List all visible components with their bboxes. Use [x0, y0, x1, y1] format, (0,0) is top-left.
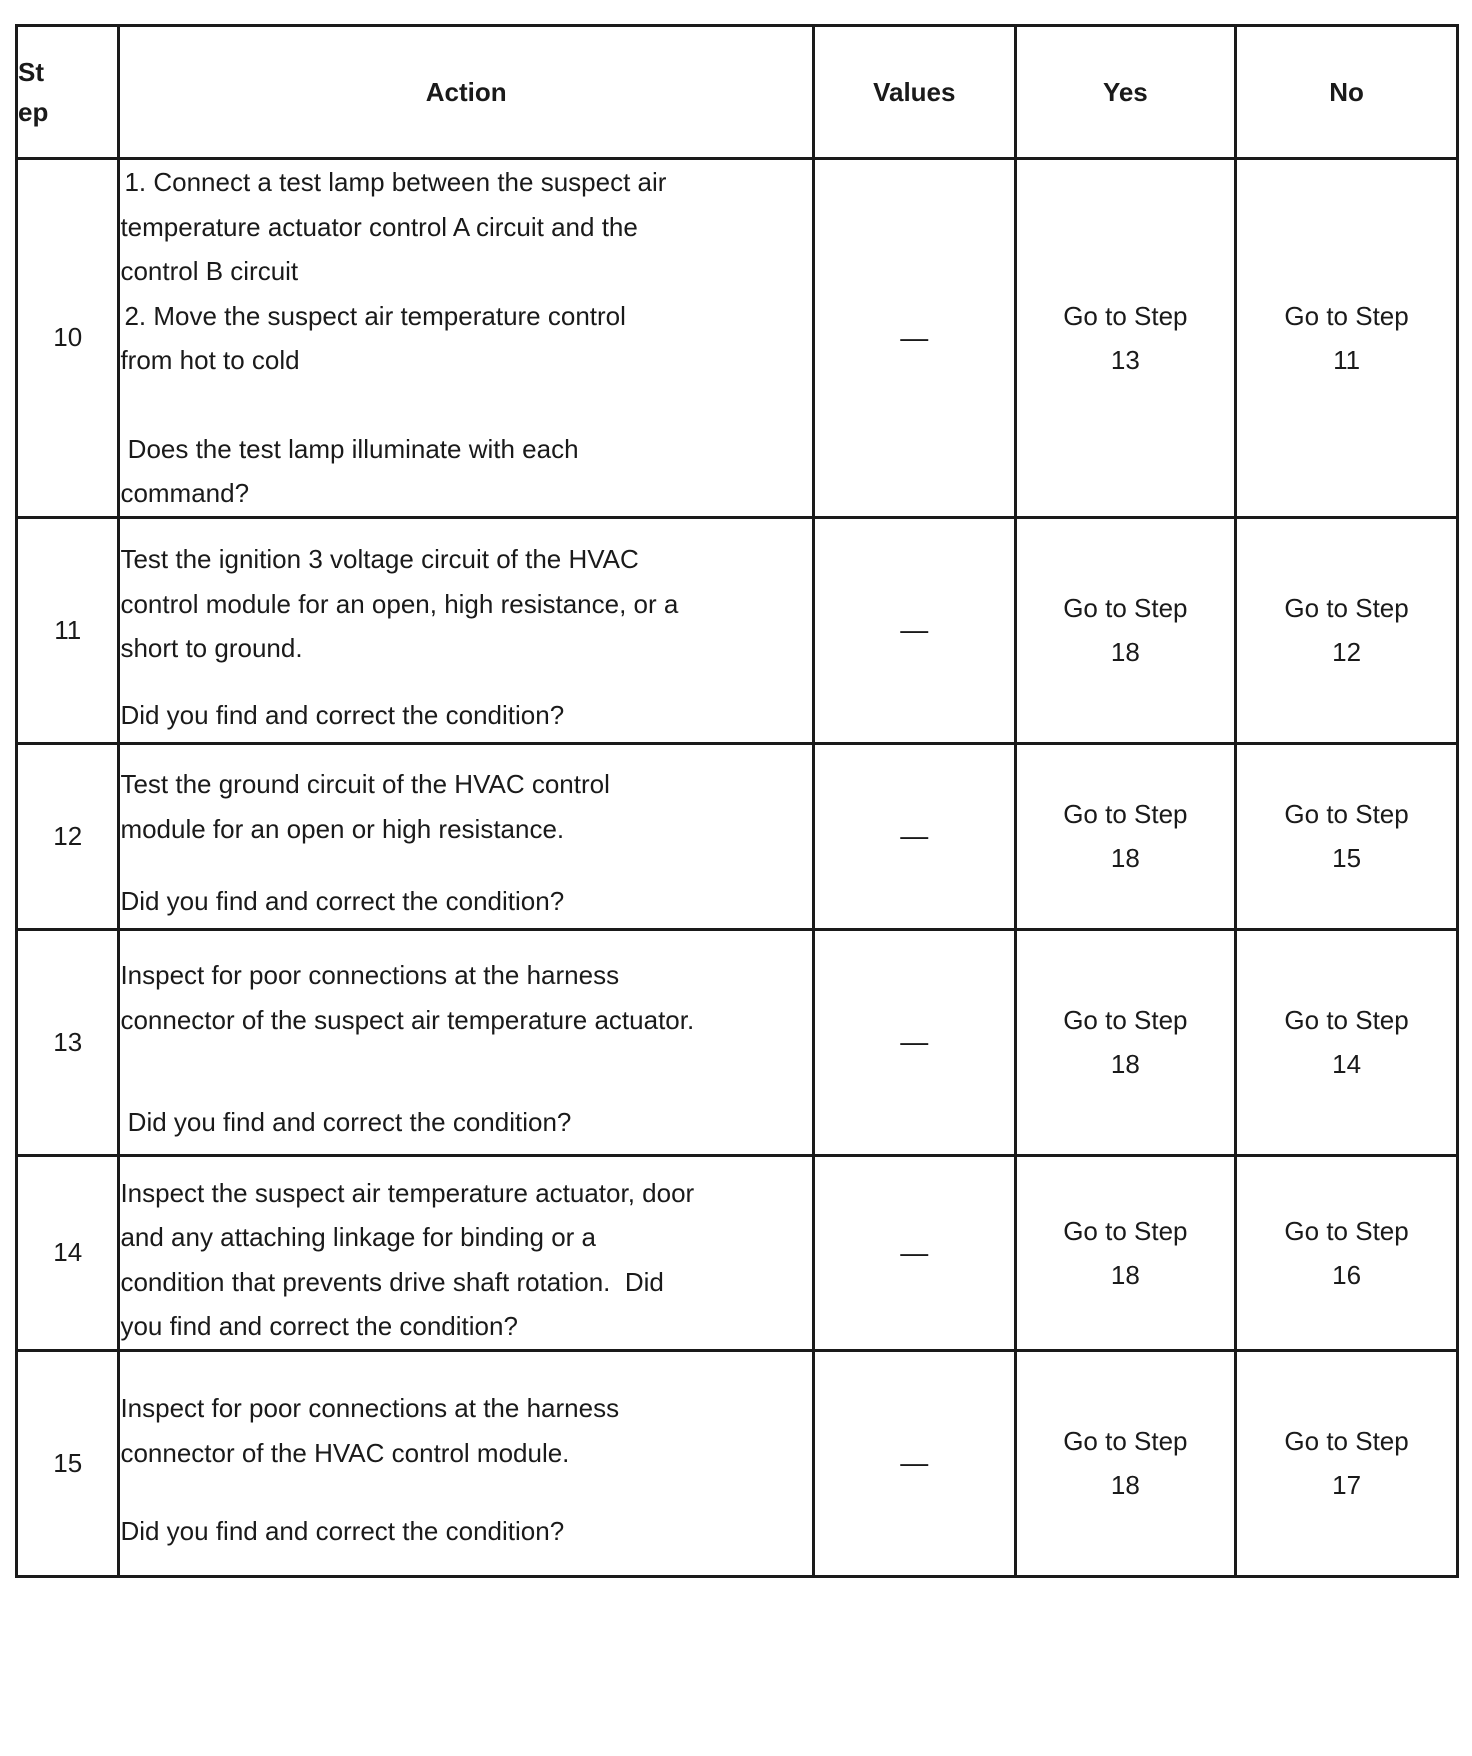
no-cell: Go to Step 14: [1236, 929, 1458, 1155]
header-yes: Yes: [1015, 26, 1236, 159]
table-row: [17, 159, 1458, 518]
value-cell: —: [814, 929, 1016, 1155]
step-number: 11: [17, 517, 119, 743]
header-action: Action: [119, 26, 814, 159]
action-cell: Test the ignition 3 voltage circuit of the HVAC control module for an open, high resistance, or a short to ground. Did you find and correct the condition?: [119, 517, 814, 743]
header-no: No: [1236, 26, 1458, 159]
step-number: 10: [17, 159, 119, 518]
no-cell: Go to Step 11: [1236, 159, 1458, 518]
value-cell: —: [814, 1350, 1016, 1576]
value-cell: —: [814, 743, 1016, 929]
step-number: 12: [17, 743, 119, 929]
no-cell: Go to Step 15: [1236, 743, 1458, 929]
step-number: 14: [17, 1155, 119, 1350]
no-cell: Go to Step 16: [1236, 1155, 1458, 1350]
action-cell: Inspect the suspect air temperature actuator, door and any attaching linkage for binding or a condition that prevents drive shaft rotation. Did you find and correct the condition?: [119, 1155, 814, 1350]
yes-cell: Go to Step 18: [1015, 1350, 1236, 1576]
yes-cell: Go to Step 18: [1015, 517, 1236, 743]
header-values: Values: [814, 26, 1016, 159]
yes-cell: Go to Step 13: [1015, 159, 1236, 518]
action-cell: 1. Connect a test lamp between the suspect air temperature actuator control A circuit and the control B circuit 2. Move the suspect air temperature control from hot to cold Does the test lamp illuminate with each command?: [119, 159, 814, 518]
value-cell: —: [814, 1155, 1016, 1350]
no-cell: Go to Step 12: [1236, 517, 1458, 743]
yes-cell: Go to Step 18: [1015, 1155, 1236, 1350]
table-row: [17, 1350, 1458, 1576]
step-number: 13: [17, 929, 119, 1155]
no-cell: Go to Step 17: [1236, 1350, 1458, 1576]
value-cell: —: [814, 159, 1016, 518]
action-cell: Test the ground circuit of the HVAC control module for an open or high resistance. Did you find and correct the condition?: [119, 743, 814, 929]
step-number: 15: [17, 1350, 119, 1576]
diagnostic-table: [15, 24, 1459, 1578]
action-cell: Inspect for poor connections at the harness connector of the suspect air temperature actuator. Did you find and correct the condition?: [119, 929, 814, 1155]
table-row: [17, 517, 1458, 743]
table-row: [17, 743, 1458, 929]
yes-cell: Go to Step 18: [1015, 929, 1236, 1155]
table-row: [17, 1155, 1458, 1350]
value-cell: —: [814, 517, 1016, 743]
header-row: [17, 26, 1458, 159]
yes-cell: Go to Step 18: [1015, 743, 1236, 929]
header-step: St ep: [17, 26, 119, 159]
table-row: [17, 929, 1458, 1155]
action-cell: Inspect for poor connections at the harness connector of the HVAC control module. Did you find and correct the condition?: [119, 1350, 814, 1576]
